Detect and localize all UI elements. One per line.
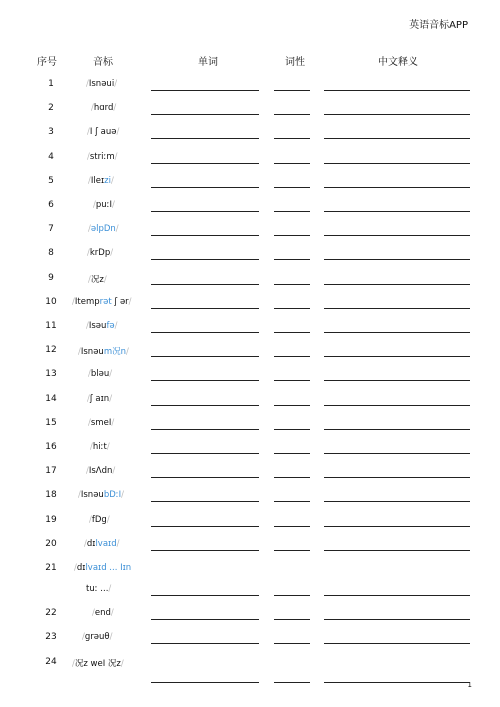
row-number: 6	[48, 200, 54, 210]
pos-answer-line[interactable]	[274, 211, 310, 212]
pos-answer-line[interactable]	[274, 114, 310, 115]
phonetic-part: end	[94, 608, 111, 619]
phonetic-transcription	[92, 608, 114, 618]
slash-close: /	[128, 296, 132, 307]
meaning-answer-line[interactable]	[324, 259, 470, 260]
slash-open: /	[86, 79, 89, 89]
phonetic-part: krDp	[89, 248, 111, 259]
slash-open: /	[74, 563, 77, 573]
phonetic-highlight: lvaɪd	[95, 538, 117, 549]
table-row	[0, 224, 500, 242]
phonetic-part: Ileɪ	[90, 175, 105, 186]
table-row	[0, 515, 500, 533]
table-row	[0, 248, 500, 266]
slash-close: /	[116, 538, 120, 549]
meaning-answer-line[interactable]	[324, 405, 470, 406]
slash-open: /	[72, 296, 75, 307]
phonetic-transcription	[89, 515, 110, 525]
phonetic-transcription	[86, 321, 118, 331]
header-word: 单词	[198, 57, 218, 68]
slash-close: /	[109, 369, 113, 380]
slash-open: /	[87, 248, 90, 259]
slash-close: /	[109, 632, 113, 643]
phonetic-transcription	[86, 79, 117, 89]
row-number: 19	[45, 514, 57, 525]
slash-open: /	[86, 466, 89, 477]
phonetic-highlight: lvaɪd ... Iɪn	[85, 563, 132, 573]
pos-answer-line[interactable]	[274, 90, 310, 91]
pos-answer-line[interactable]	[274, 682, 310, 683]
row-number: 22	[45, 608, 57, 619]
table-row	[0, 657, 500, 675]
phonetic-part: 况z weI 况z	[74, 658, 121, 669]
word-answer-line[interactable]	[151, 501, 259, 502]
word-answer-line[interactable]	[151, 550, 259, 551]
pos-answer-line[interactable]	[274, 235, 310, 236]
pos-answer-line[interactable]	[274, 619, 310, 620]
slash-open: /	[86, 321, 89, 331]
table-row	[0, 152, 500, 170]
meaning-answer-line[interactable]	[324, 643, 470, 644]
meaning-answer-line[interactable]	[324, 138, 470, 139]
word-answer-line[interactable]	[151, 682, 259, 683]
word-answer-line[interactable]	[151, 332, 259, 333]
page-number: 1	[467, 681, 472, 689]
table-row	[0, 345, 500, 363]
slash-close: /	[114, 151, 118, 162]
meaning-answer-line[interactable]	[324, 682, 470, 683]
table-row	[0, 176, 500, 194]
slash-close: /	[112, 466, 116, 477]
app-brand: 英语音标APP	[409, 20, 468, 31]
table-row	[0, 442, 500, 460]
phonetic-part: IsΛdn	[88, 466, 113, 477]
phonetic-part: bləu	[90, 369, 110, 380]
row-number: 1	[48, 79, 54, 89]
meaning-answer-line[interactable]	[324, 501, 470, 502]
pos-answer-line[interactable]	[274, 138, 310, 139]
phonetic-highlight: fə	[106, 321, 115, 331]
slash-close: /	[115, 224, 119, 235]
table-row	[0, 608, 500, 626]
row-number: 14	[45, 393, 57, 404]
meaning-answer-line[interactable]	[324, 356, 470, 357]
table-row	[0, 466, 500, 484]
meaning-answer-line[interactable]	[324, 284, 470, 285]
pos-answer-line[interactable]	[274, 405, 310, 406]
meaning-answer-line[interactable]	[324, 187, 470, 188]
phonetic-transcription	[87, 152, 118, 162]
phonetic-highlight: m况n	[103, 347, 126, 358]
slash-close: /	[113, 103, 117, 114]
phonetic-continuation	[86, 584, 111, 594]
slash-open: /	[93, 200, 96, 210]
phonetic-part: smeI	[90, 417, 112, 428]
table-row	[0, 273, 500, 291]
row-number: 23	[45, 632, 57, 643]
meaning-answer-line[interactable]	[324, 429, 470, 430]
word-answer-line[interactable]	[151, 405, 259, 406]
slash-open: /	[88, 369, 91, 380]
pos-answer-line[interactable]	[274, 187, 310, 188]
slash-open: /	[87, 393, 90, 404]
word-answer-line[interactable]	[151, 259, 259, 260]
phonetic-part: striːm	[89, 151, 115, 162]
row-number: 9	[48, 272, 54, 283]
phonetic-transcription	[82, 632, 112, 642]
header-chinese-meaning: 中文释义	[378, 57, 418, 68]
slash-open: /	[90, 442, 93, 452]
meaning-answer-line[interactable]	[324, 114, 470, 115]
slash-close: /	[110, 608, 114, 619]
row-number: 17	[45, 466, 57, 477]
phonetic-part: ʃ aɪn	[89, 393, 110, 404]
slash-open: /	[72, 658, 75, 669]
pos-answer-line[interactable]	[274, 308, 310, 309]
slash-open: /	[88, 274, 91, 285]
phonetic-transcription	[84, 539, 119, 549]
word-answer-line[interactable]	[151, 308, 259, 309]
phonetic-transcription	[91, 103, 116, 113]
phonetic-highlight: bDːI	[103, 490, 122, 501]
row-number: 3	[48, 127, 54, 138]
pos-answer-line[interactable]	[274, 477, 310, 478]
slash-open: /	[84, 538, 87, 549]
slash-open: /	[92, 608, 95, 619]
row-number: 24	[45, 656, 57, 667]
pos-answer-line[interactable]	[274, 380, 310, 381]
row-number: 18	[45, 490, 57, 501]
phonetic-part: fDg	[91, 514, 107, 525]
phonetic-transcription	[87, 127, 119, 137]
phonetic-part: Isəu	[88, 321, 107, 331]
row-number: 16	[45, 442, 57, 452]
phonetic-part: ʃ ər	[111, 296, 129, 307]
pos-answer-line[interactable]	[274, 453, 310, 454]
row-number: 12	[45, 345, 57, 356]
phonetic-part: Isnəui	[88, 79, 115, 89]
slash-close: /	[106, 442, 110, 452]
word-answer-line[interactable]	[151, 477, 259, 478]
word-answer-line[interactable]	[151, 380, 259, 381]
pos-answer-line[interactable]	[274, 501, 310, 502]
pos-answer-line[interactable]	[274, 429, 310, 430]
phonetic-transcription	[87, 248, 113, 258]
table-row	[0, 321, 500, 339]
word-answer-line[interactable]	[151, 429, 259, 430]
phonetic-part: grəuθ	[84, 632, 110, 643]
word-answer-line[interactable]	[151, 163, 259, 164]
phonetic-part: Isnəu	[80, 490, 104, 501]
phonetic-part: 况z	[90, 274, 104, 285]
slash-open: /	[88, 417, 91, 428]
meaning-answer-line[interactable]	[324, 526, 470, 527]
phonetic-transcription	[90, 442, 110, 452]
phonetic-transcription	[87, 394, 112, 404]
meaning-answer-line[interactable]	[324, 453, 470, 454]
meaning-answer-line[interactable]	[324, 619, 470, 620]
phonetic-transcription	[88, 418, 114, 428]
word-answer-line[interactable]	[151, 90, 259, 91]
table-row	[0, 297, 500, 315]
phonetic-part: dɪ	[86, 538, 96, 549]
table-row	[0, 539, 500, 557]
slash-open: /	[88, 224, 91, 235]
meaning-answer-line[interactable]	[324, 163, 470, 164]
table-row	[0, 563, 500, 581]
pos-answer-line[interactable]	[274, 332, 310, 333]
header-part-of-speech: 词性	[285, 57, 305, 68]
word-answer-line[interactable]	[151, 187, 259, 188]
slash-open: /	[89, 514, 92, 525]
word-answer-line[interactable]	[151, 138, 259, 139]
meaning-answer-line[interactable]	[324, 477, 470, 478]
phonetic-transcription	[72, 297, 132, 307]
pos-answer-line[interactable]	[274, 259, 310, 260]
pos-answer-line[interactable]	[274, 595, 310, 596]
meaning-answer-line[interactable]	[324, 235, 470, 236]
slash-open: /	[88, 175, 91, 186]
header-phonetic: 音标	[93, 57, 113, 68]
slash-close: /	[106, 514, 110, 525]
header-number: 序号	[37, 57, 57, 68]
row-number: 4	[48, 151, 54, 162]
phonetic-part: Isnəu	[80, 347, 104, 358]
slash-close: /	[110, 175, 114, 186]
table-row	[0, 490, 500, 508]
phonetic-transcription	[88, 224, 119, 234]
phonetic-transcription	[86, 466, 115, 476]
pos-answer-line[interactable]	[274, 284, 310, 285]
row-number: 15	[45, 417, 57, 428]
slash-close: /	[126, 347, 129, 358]
row-number: 8	[48, 248, 54, 259]
word-answer-line[interactable]	[151, 595, 259, 596]
row-number: 10	[45, 296, 57, 307]
phonetic-transcription	[93, 200, 115, 210]
pos-answer-line[interactable]	[274, 643, 310, 644]
meaning-answer-line[interactable]	[324, 90, 470, 91]
phonetic-part: hiːt	[92, 442, 107, 452]
slash-close: /	[111, 417, 115, 428]
word-answer-line[interactable]	[151, 526, 259, 527]
slash-open: /	[78, 490, 81, 501]
pos-answer-line[interactable]	[274, 550, 310, 551]
row-number: 13	[45, 369, 57, 380]
table-row	[0, 200, 500, 218]
meaning-answer-line[interactable]	[324, 380, 470, 381]
word-answer-line[interactable]	[151, 619, 259, 620]
table-row	[0, 394, 500, 412]
phonetic-part: puːI	[95, 200, 113, 210]
slash-open: /	[78, 347, 81, 358]
pos-answer-line[interactable]	[274, 163, 310, 164]
slash-close: /	[120, 658, 124, 669]
phonetic-transcription	[78, 345, 129, 357]
row-number: 21	[45, 563, 57, 573]
phonetic-part: hɑrd	[93, 103, 114, 114]
word-answer-line[interactable]	[151, 284, 259, 285]
meaning-answer-line[interactable]	[324, 550, 470, 551]
row-number: 20	[45, 538, 57, 549]
word-answer-line[interactable]	[151, 643, 259, 644]
meaning-answer-line[interactable]	[324, 332, 470, 333]
word-answer-line[interactable]	[151, 114, 259, 115]
slash-open: /	[82, 632, 85, 643]
meaning-answer-line[interactable]	[324, 595, 470, 596]
slash-open: /	[91, 103, 94, 114]
meaning-answer-line[interactable]	[324, 308, 470, 309]
phonetic-transcription	[78, 490, 124, 500]
row-number: 2	[48, 103, 54, 114]
slash-close: /	[114, 321, 118, 331]
slash-close: /	[103, 274, 107, 285]
slash-close: /	[116, 127, 120, 138]
meaning-answer-line[interactable]	[324, 211, 470, 212]
phonetic-highlight: zi	[104, 175, 111, 186]
table-row-continuation	[0, 584, 500, 602]
slash-open: /	[87, 127, 90, 138]
table-row	[0, 632, 500, 650]
phonetic-transcription	[88, 176, 114, 186]
word-answer-line[interactable]	[151, 211, 259, 212]
slash-close: /	[121, 490, 125, 501]
phonetic-part: Itemp	[74, 296, 100, 307]
phonetic-transcription	[72, 657, 124, 669]
table-row	[0, 127, 500, 145]
phonetic-transcription	[74, 563, 131, 573]
phonetic-part: tuː ...	[86, 584, 109, 594]
phonetic-highlight: əlpDn	[90, 224, 116, 235]
pos-answer-line[interactable]	[274, 356, 310, 357]
phonetic-transcription	[88, 273, 107, 285]
slash-close: /	[112, 200, 115, 210]
phonetic-part: dɪ	[76, 563, 86, 573]
slash-close: /	[110, 248, 114, 259]
pos-answer-line[interactable]	[274, 526, 310, 527]
phonetic-transcription	[88, 369, 112, 379]
slash-close: /	[108, 584, 112, 594]
word-answer-line[interactable]	[151, 235, 259, 236]
table-row	[0, 418, 500, 436]
row-number: 11	[45, 321, 57, 331]
table-row	[0, 79, 500, 97]
slash-close: /	[109, 393, 113, 404]
table-row	[0, 103, 500, 121]
phonetic-part: I ʃ auə	[89, 127, 117, 138]
phonetic-highlight: rət	[99, 296, 112, 307]
word-answer-line[interactable]	[151, 356, 259, 357]
slash-open: /	[87, 151, 90, 162]
table-row	[0, 369, 500, 387]
row-number: 7	[48, 224, 54, 235]
slash-close: /	[114, 79, 118, 89]
row-number: 5	[48, 175, 54, 186]
word-answer-line[interactable]	[151, 453, 259, 454]
